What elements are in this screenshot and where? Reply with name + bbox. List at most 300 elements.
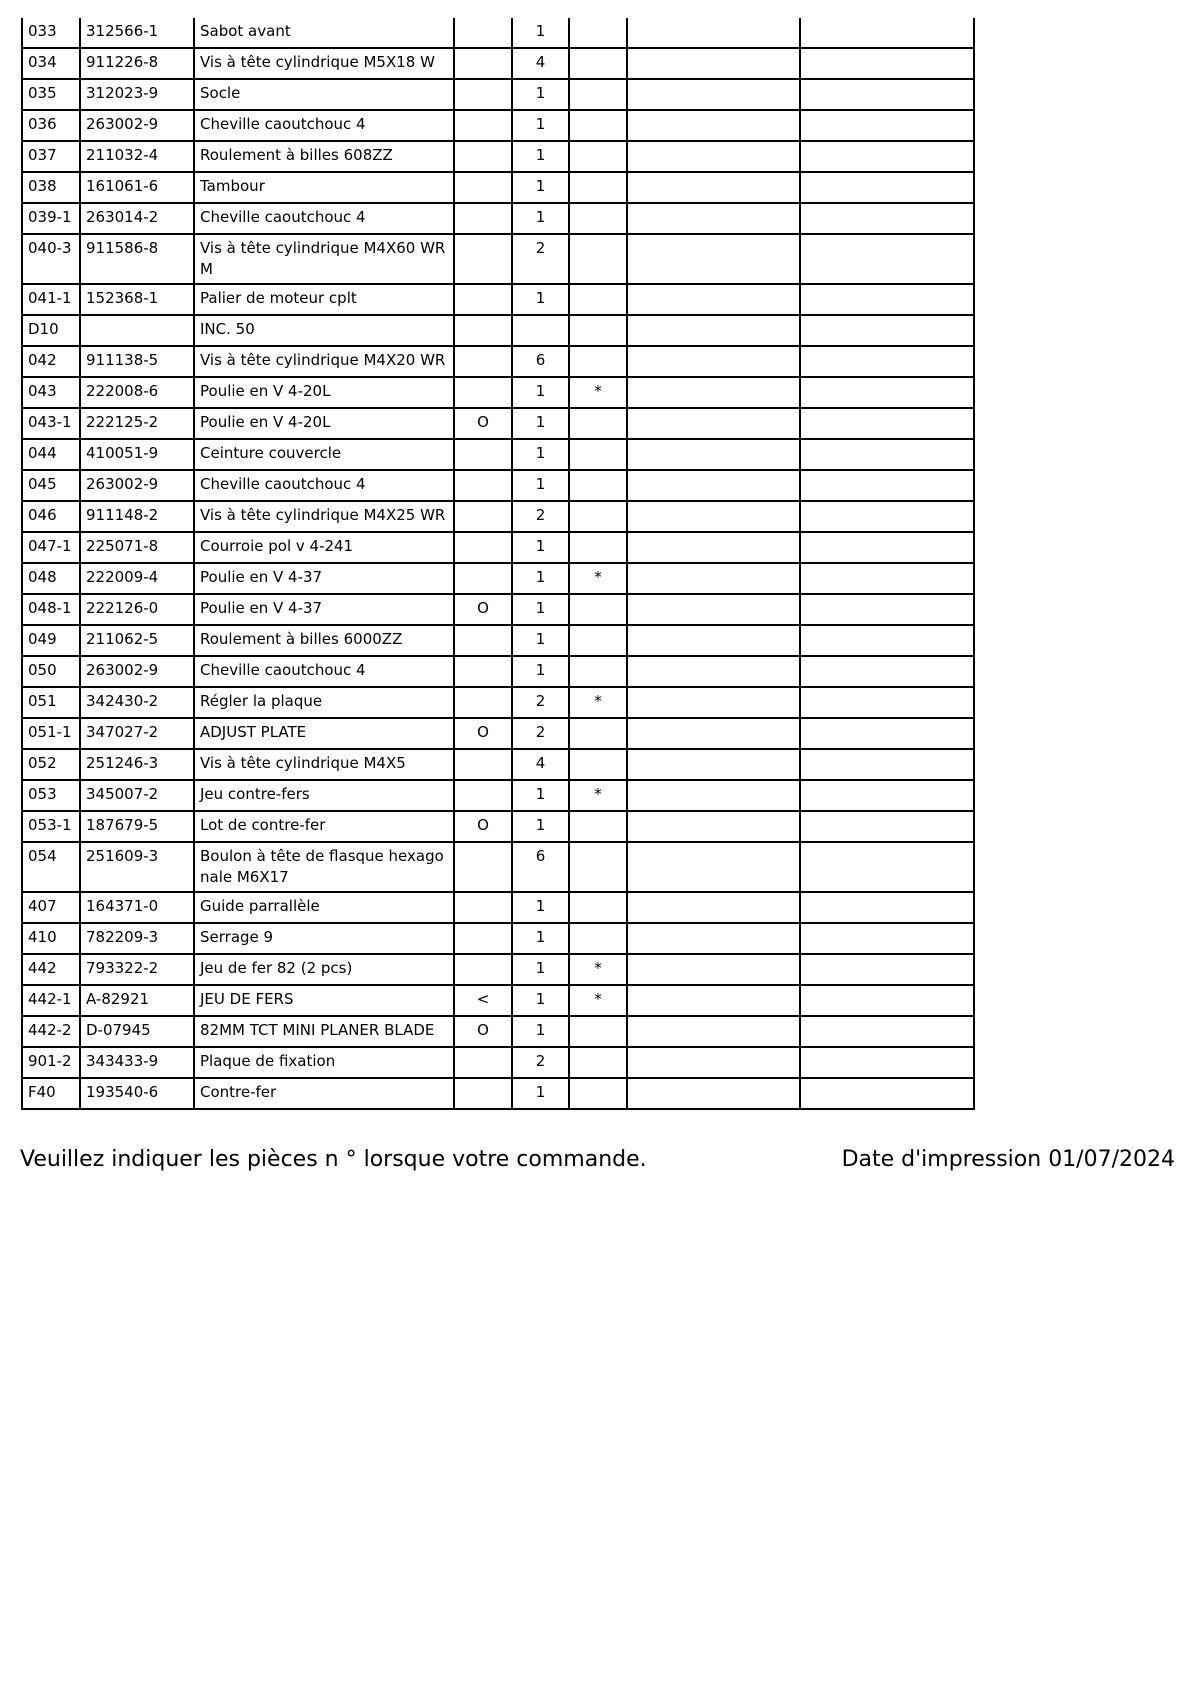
part-number-cell: 342430-2: [80, 687, 194, 718]
note-cell: [454, 172, 512, 203]
description-cell: Vis à tête cylindrique M4X60 WR M: [194, 234, 454, 284]
part-number-cell: [80, 315, 194, 346]
blank-cell: [800, 377, 974, 408]
description-cell: Boulon à tête de flasque hexago nale M6X17: [194, 842, 454, 892]
blank-cell: [627, 718, 800, 749]
quantity-cell: 2: [512, 687, 569, 718]
table-row: [22, 842, 974, 892]
part-number-cell: 222009-4: [80, 563, 194, 594]
table-row: [22, 923, 974, 954]
description-cell: Cheville caoutchouc 4: [194, 203, 454, 234]
mark-cell: [569, 892, 627, 923]
blank-cell: [627, 284, 800, 315]
note-cell: O: [454, 408, 512, 439]
mark-cell: [569, 1016, 627, 1047]
blank-cell: [800, 718, 974, 749]
note-cell: [454, 470, 512, 501]
item-number-cell: 054: [22, 842, 80, 892]
description-cell: Vis à tête cylindrique M4X5: [194, 749, 454, 780]
note-cell: [454, 687, 512, 718]
table-row: [22, 656, 974, 687]
quantity-cell: 1: [512, 780, 569, 811]
blank-cell: [627, 377, 800, 408]
part-number-cell: 222125-2: [80, 408, 194, 439]
description-cell: Poulie en V 4-20L: [194, 377, 454, 408]
item-number-cell: 041-1: [22, 284, 80, 315]
mark-cell: [569, 501, 627, 532]
description-cell: Poulie en V 4-37: [194, 594, 454, 625]
description-cell: 82MM TCT MINI PLANER BLADE: [194, 1016, 454, 1047]
item-number-cell: 048: [22, 563, 80, 594]
description-cell: Cheville caoutchouc 4: [194, 656, 454, 687]
mark-cell: [569, 594, 627, 625]
blank-cell: [800, 110, 974, 141]
blank-cell: [627, 439, 800, 470]
item-number-cell: 043: [22, 377, 80, 408]
note-cell: [454, 842, 512, 892]
blank-cell: [800, 408, 974, 439]
quantity-cell: 4: [512, 749, 569, 780]
description-cell: Contre-fer: [194, 1078, 454, 1109]
part-number-cell: 263014-2: [80, 203, 194, 234]
quantity-cell: 6: [512, 346, 569, 377]
table-row: [22, 718, 974, 749]
mark-cell: [569, 625, 627, 656]
quantity-cell: 1: [512, 377, 569, 408]
table-row: [22, 439, 974, 470]
table-row: [22, 110, 974, 141]
description-cell: Vis à tête cylindrique M5X18 W: [194, 48, 454, 79]
item-number-cell: 051-1: [22, 718, 80, 749]
mark-cell: *: [569, 780, 627, 811]
description-cell: Lot de contre-fer: [194, 811, 454, 842]
note-cell: [454, 315, 512, 346]
blank-cell: [800, 172, 974, 203]
item-number-cell: 044: [22, 439, 80, 470]
item-number-cell: 035: [22, 79, 80, 110]
table-row: [22, 346, 974, 377]
note-cell: O: [454, 1016, 512, 1047]
parts-table-body: [22, 18, 974, 1109]
description-cell: INC. 50: [194, 315, 454, 346]
table-row: [22, 1078, 974, 1109]
quantity-cell: 4: [512, 48, 569, 79]
quantity-cell: 1: [512, 594, 569, 625]
note-cell: O: [454, 718, 512, 749]
quantity-cell: 1: [512, 1016, 569, 1047]
item-number-cell: 037: [22, 141, 80, 172]
description-cell: Vis à tête cylindrique M4X20 WR: [194, 346, 454, 377]
part-number-cell: 345007-2: [80, 780, 194, 811]
item-number-cell: F40: [22, 1078, 80, 1109]
note-cell: [454, 203, 512, 234]
mark-cell: *: [569, 985, 627, 1016]
quantity-cell: 2: [512, 718, 569, 749]
part-number-cell: D-07945: [80, 1016, 194, 1047]
blank-cell: [627, 18, 800, 48]
part-number-cell: A-82921: [80, 985, 194, 1016]
description-cell: Tambour: [194, 172, 454, 203]
note-cell: [454, 377, 512, 408]
part-number-cell: 312023-9: [80, 79, 194, 110]
table-row: [22, 141, 974, 172]
blank-cell: [627, 110, 800, 141]
quantity-cell: 1: [512, 284, 569, 315]
part-number-cell: 312566-1: [80, 18, 194, 48]
quantity-cell: 1: [512, 656, 569, 687]
blank-cell: [627, 48, 800, 79]
description-cell: Cheville caoutchouc 4: [194, 470, 454, 501]
note-cell: [454, 923, 512, 954]
blank-cell: [800, 18, 974, 48]
blank-cell: [627, 923, 800, 954]
blank-cell: [800, 687, 974, 718]
part-number-cell: 343433-9: [80, 1047, 194, 1078]
item-number-cell: 407: [22, 892, 80, 923]
blank-cell: [800, 203, 974, 234]
table-row: [22, 985, 974, 1016]
blank-cell: [627, 954, 800, 985]
quantity-cell: 1: [512, 532, 569, 563]
quantity-cell: 1: [512, 625, 569, 656]
table-row: [22, 79, 974, 110]
item-number-cell: 410: [22, 923, 80, 954]
mark-cell: [569, 439, 627, 470]
description-cell: Serrage 9: [194, 923, 454, 954]
blank-cell: [627, 408, 800, 439]
description-cell: Guide parrallèle: [194, 892, 454, 923]
quantity-cell: 1: [512, 811, 569, 842]
note-cell: [454, 18, 512, 48]
blank-cell: [627, 470, 800, 501]
table-row: [22, 1016, 974, 1047]
quantity-cell: 2: [512, 501, 569, 532]
table-row: [22, 470, 974, 501]
quantity-cell: 1: [512, 172, 569, 203]
blank-cell: [800, 79, 974, 110]
description-cell: Poulie en V 4-37: [194, 563, 454, 594]
mark-cell: [569, 234, 627, 284]
description-cell: Ceinture couvercle: [194, 439, 454, 470]
note-cell: [454, 1078, 512, 1109]
note-cell: [454, 780, 512, 811]
table-row: [22, 532, 974, 563]
blank-cell: [800, 48, 974, 79]
note-cell: O: [454, 811, 512, 842]
item-number-cell: 036: [22, 110, 80, 141]
blank-cell: [800, 563, 974, 594]
quantity-cell: 6: [512, 842, 569, 892]
item-number-cell: 053-1: [22, 811, 80, 842]
note-cell: [454, 439, 512, 470]
note-cell: [454, 284, 512, 315]
blank-cell: [627, 203, 800, 234]
quantity-cell: 1: [512, 141, 569, 172]
description-cell: Poulie en V 4-20L: [194, 408, 454, 439]
table-row: [22, 501, 974, 532]
part-number-cell: 263002-9: [80, 656, 194, 687]
blank-cell: [627, 79, 800, 110]
description-cell: Sabot avant: [194, 18, 454, 48]
mark-cell: [569, 172, 627, 203]
footer-note: Veuillez indiquer les pièces n ° lorsque votre commande.: [20, 1147, 647, 1172]
description-cell: Roulement à billes 6000ZZ: [194, 625, 454, 656]
item-number-cell: 038: [22, 172, 80, 203]
note-cell: [454, 501, 512, 532]
quantity-cell: 2: [512, 234, 569, 284]
blank-cell: [627, 656, 800, 687]
table-row: [22, 892, 974, 923]
item-number-cell: 045: [22, 470, 80, 501]
blank-cell: [627, 346, 800, 377]
note-cell: O: [454, 594, 512, 625]
part-number-cell: 911586-8: [80, 234, 194, 284]
blank-cell: [800, 842, 974, 892]
description-cell: Jeu contre-fers: [194, 780, 454, 811]
description-cell: Roulement à billes 608ZZ: [194, 141, 454, 172]
note-cell: [454, 79, 512, 110]
mark-cell: [569, 284, 627, 315]
blank-cell: [800, 532, 974, 563]
item-number-cell: 043-1: [22, 408, 80, 439]
blank-cell: [800, 284, 974, 315]
blank-cell: [800, 780, 974, 811]
part-number-cell: 410051-9: [80, 439, 194, 470]
blank-cell: [800, 315, 974, 346]
blank-cell: [627, 234, 800, 284]
description-cell: Jeu de fer 82 (2 pcs): [194, 954, 454, 985]
blank-cell: [800, 1016, 974, 1047]
blank-cell: [800, 954, 974, 985]
part-number-cell: 211062-5: [80, 625, 194, 656]
note-cell: [454, 110, 512, 141]
table-row: [22, 48, 974, 79]
description-cell: Courroie pol v 4-241: [194, 532, 454, 563]
blank-cell: [800, 1078, 974, 1109]
description-cell: ADJUST PLATE: [194, 718, 454, 749]
quantity-cell: 1: [512, 563, 569, 594]
description-cell: Régler la plaque: [194, 687, 454, 718]
part-number-cell: 161061-6: [80, 172, 194, 203]
mark-cell: [569, 1078, 627, 1109]
item-number-cell: 033: [22, 18, 80, 48]
part-number-cell: 251246-3: [80, 749, 194, 780]
item-number-cell: 053: [22, 780, 80, 811]
note-cell: [454, 892, 512, 923]
part-number-cell: 263002-9: [80, 110, 194, 141]
item-number-cell: 051: [22, 687, 80, 718]
description-cell: Vis à tête cylindrique M4X25 WR: [194, 501, 454, 532]
note-cell: [454, 656, 512, 687]
table-row: [22, 234, 974, 284]
part-number-cell: 152368-1: [80, 284, 194, 315]
quantity-cell: 1: [512, 954, 569, 985]
note-cell: <: [454, 985, 512, 1016]
blank-cell: [800, 594, 974, 625]
description-cell: JEU DE FERS: [194, 985, 454, 1016]
mark-cell: [569, 1047, 627, 1078]
mark-cell: [569, 718, 627, 749]
mark-cell: [569, 656, 627, 687]
quantity-cell: 2: [512, 1047, 569, 1078]
item-number-cell: 442: [22, 954, 80, 985]
blank-cell: [627, 1078, 800, 1109]
blank-cell: [800, 234, 974, 284]
blank-cell: [800, 470, 974, 501]
blank-cell: [627, 563, 800, 594]
mark-cell: *: [569, 377, 627, 408]
quantity-cell: [512, 315, 569, 346]
quantity-cell: 1: [512, 923, 569, 954]
mark-cell: *: [569, 954, 627, 985]
item-number-cell: 040-3: [22, 234, 80, 284]
table-row: [22, 749, 974, 780]
mark-cell: *: [569, 687, 627, 718]
blank-cell: [800, 656, 974, 687]
description-cell: Plaque de fixation: [194, 1047, 454, 1078]
blank-cell: [627, 532, 800, 563]
mark-cell: [569, 346, 627, 377]
item-number-cell: 048-1: [22, 594, 80, 625]
mark-cell: [569, 110, 627, 141]
note-cell: [454, 532, 512, 563]
blank-cell: [627, 749, 800, 780]
table-row: [22, 811, 974, 842]
mark-cell: [569, 141, 627, 172]
blank-cell: [800, 749, 974, 780]
quantity-cell: 1: [512, 203, 569, 234]
table-row: [22, 172, 974, 203]
quantity-cell: 1: [512, 985, 569, 1016]
table-row: [22, 563, 974, 594]
blank-cell: [627, 141, 800, 172]
note-cell: [454, 954, 512, 985]
part-number-cell: 222008-6: [80, 377, 194, 408]
table-row: [22, 284, 974, 315]
blank-cell: [800, 141, 974, 172]
blank-cell: [627, 687, 800, 718]
quantity-cell: 1: [512, 408, 569, 439]
blank-cell: [800, 985, 974, 1016]
item-number-cell: 039-1: [22, 203, 80, 234]
part-number-cell: 911226-8: [80, 48, 194, 79]
note-cell: [454, 234, 512, 284]
table-row: [22, 625, 974, 656]
part-number-cell: 211032-4: [80, 141, 194, 172]
table-row: [22, 408, 974, 439]
blank-cell: [800, 439, 974, 470]
table-row: [22, 687, 974, 718]
part-number-cell: 793322-2: [80, 954, 194, 985]
item-number-cell: D10: [22, 315, 80, 346]
mark-cell: [569, 18, 627, 48]
parts-table: [21, 18, 975, 1110]
quantity-cell: 1: [512, 470, 569, 501]
item-number-cell: 047-1: [22, 532, 80, 563]
description-cell: Socle: [194, 79, 454, 110]
mark-cell: [569, 203, 627, 234]
mark-cell: *: [569, 563, 627, 594]
part-number-cell: 193540-6: [80, 1078, 194, 1109]
quantity-cell: 1: [512, 110, 569, 141]
quantity-cell: 1: [512, 439, 569, 470]
print-date: Date d'impression 01/07/2024: [841, 1147, 1175, 1172]
blank-cell: [627, 811, 800, 842]
blank-cell: [800, 1047, 974, 1078]
part-number-cell: 911148-2: [80, 501, 194, 532]
note-cell: [454, 625, 512, 656]
note-cell: [454, 563, 512, 594]
quantity-cell: 1: [512, 18, 569, 48]
mark-cell: [569, 408, 627, 439]
part-number-cell: 225071-8: [80, 532, 194, 563]
blank-cell: [627, 780, 800, 811]
mark-cell: [569, 48, 627, 79]
part-number-cell: 251609-3: [80, 842, 194, 892]
item-number-cell: 901-2: [22, 1047, 80, 1078]
part-number-cell: 263002-9: [80, 470, 194, 501]
mark-cell: [569, 842, 627, 892]
note-cell: [454, 48, 512, 79]
blank-cell: [627, 842, 800, 892]
item-number-cell: 442-2: [22, 1016, 80, 1047]
item-number-cell: 050: [22, 656, 80, 687]
item-number-cell: 046: [22, 501, 80, 532]
item-number-cell: 442-1: [22, 985, 80, 1016]
mark-cell: [569, 470, 627, 501]
table-row: [22, 1047, 974, 1078]
mark-cell: [569, 79, 627, 110]
part-number-cell: 187679-5: [80, 811, 194, 842]
mark-cell: [569, 532, 627, 563]
mark-cell: [569, 315, 627, 346]
table-row: [22, 594, 974, 625]
note-cell: [454, 141, 512, 172]
part-number-cell: 164371-0: [80, 892, 194, 923]
blank-cell: [800, 346, 974, 377]
mark-cell: [569, 923, 627, 954]
blank-cell: [627, 172, 800, 203]
blank-cell: [800, 811, 974, 842]
description-cell: Cheville caoutchouc 4: [194, 110, 454, 141]
blank-cell: [627, 315, 800, 346]
blank-cell: [627, 594, 800, 625]
blank-cell: [800, 501, 974, 532]
blank-cell: [627, 985, 800, 1016]
note-cell: [454, 1047, 512, 1078]
item-number-cell: 049: [22, 625, 80, 656]
blank-cell: [627, 1047, 800, 1078]
quantity-cell: 1: [512, 79, 569, 110]
item-number-cell: 052: [22, 749, 80, 780]
blank-cell: [627, 625, 800, 656]
table-row: [22, 954, 974, 985]
part-number-cell: 782209-3: [80, 923, 194, 954]
blank-cell: [627, 892, 800, 923]
description-cell: Palier de moteur cplt: [194, 284, 454, 315]
note-cell: [454, 346, 512, 377]
note-cell: [454, 749, 512, 780]
blank-cell: [627, 501, 800, 532]
blank-cell: [800, 892, 974, 923]
table-row: [22, 780, 974, 811]
table-row: [22, 315, 974, 346]
blank-cell: [800, 625, 974, 656]
part-number-cell: 911138-5: [80, 346, 194, 377]
part-number-cell: 222126-0: [80, 594, 194, 625]
item-number-cell: 034: [22, 48, 80, 79]
table-row: [22, 203, 974, 234]
